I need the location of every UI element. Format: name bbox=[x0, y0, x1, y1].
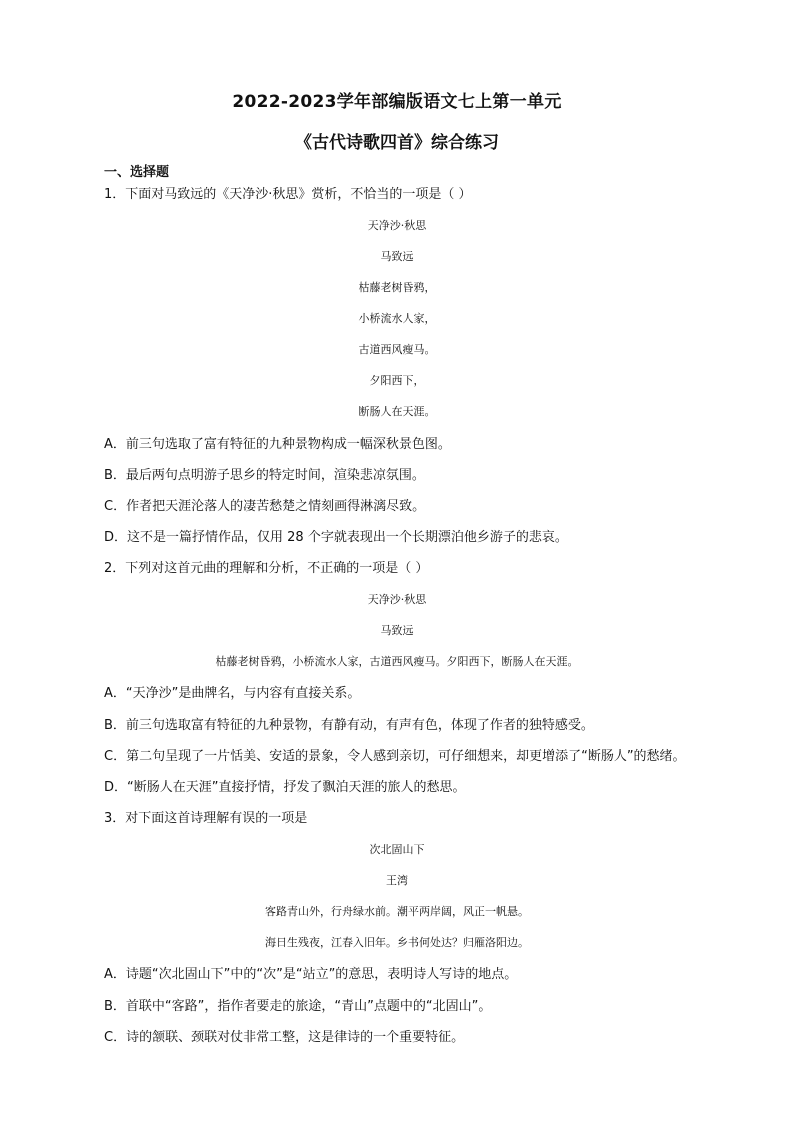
question-3-stem: 3．对下面这首诗理解有误的一项是 bbox=[104, 811, 308, 826]
question-1-stem: 1．下面对马致远的《天净沙·秋思》赏析，不恰当的一项是（ ） bbox=[104, 187, 472, 202]
q3-option-c: C．诗的颔联、颈联对仗非常工整，这是律诗的一个重要特征。 bbox=[104, 1030, 465, 1045]
document-subtitle: 《古代诗歌四首》综合练习 bbox=[295, 133, 499, 153]
q1-option-a: A．前三句选取了富有特征的九种景物构成一幅深秋景色图。 bbox=[104, 437, 451, 452]
q3-option-a: A．诗题“次北固山下”中的“次”是“站立”的意思，表明诗人写诗的地点。 bbox=[104, 967, 518, 982]
q1-poem-line: 小桥流水人家， bbox=[358, 312, 436, 325]
document-title: 2022-2023学年部编版语文七上第一单元 bbox=[232, 92, 562, 112]
q1-poem-author: 马致远 bbox=[380, 250, 414, 263]
q3-poem-author: 王湾 bbox=[386, 874, 408, 887]
q1-poem-line: 古道西风瘦马。 bbox=[358, 343, 436, 356]
q2-option-d: D．“断肠人在天涯”直接抒情，抒发了飘泊天涯的旅人的愁思。 bbox=[104, 780, 466, 795]
q1-option-b: B．最后两句点明游子思乡的特定时间，渲染悲凉氛围。 bbox=[104, 468, 425, 483]
q3-option-b: B．首联中“客路”，指作者要走的旅途，“青山”点题中的“北固山”。 bbox=[104, 999, 492, 1014]
q1-option-d: D．这不是一篇抒情作品，仅用 28 个字就表现出一个长期漂泊他乡游子的悲哀。 bbox=[104, 530, 568, 545]
q2-option-c: C．第二句呈现了一片恬美、安适的景象，令人感到亲切，可仔细想来，却更增添了“断肠人”的愁绪。 bbox=[104, 749, 686, 764]
q2-poem-title: 天净沙·秋思 bbox=[367, 593, 427, 606]
q2-poem-author: 马致远 bbox=[380, 624, 414, 637]
q1-poem-line: 断肠人在天涯。 bbox=[358, 405, 436, 418]
q1-poem-title: 天净沙·秋思 bbox=[367, 219, 427, 232]
q3-poem-title: 次北固山下 bbox=[369, 843, 425, 856]
section-heading: 一、选择题 bbox=[104, 165, 170, 180]
q1-poem-line: 枯藤老树昏鸦， bbox=[358, 281, 436, 294]
q3-poem-line: 客路青山外，行舟绿水前。潮平两岸阔，风正一帆悬。 bbox=[265, 905, 529, 918]
q3-poem-line: 海日生残夜，江春入旧年。乡书何处达？归雁洛阳边。 bbox=[265, 936, 529, 949]
q2-poem-text: 枯藤老树昏鸦，小桥流水人家，古道西风瘦马。夕阳西下，断肠人在天涯。 bbox=[215, 655, 579, 668]
q1-option-c: C．作者把天涯沦落人的凄苦愁楚之情刻画得淋漓尽致。 bbox=[104, 499, 426, 514]
question-2-stem: 2．下列对这首元曲的理解和分析，不正确的一项是（ ） bbox=[104, 561, 429, 576]
q1-poem-line: 夕阳西下， bbox=[369, 374, 425, 387]
q2-option-a: A．“天净沙”是曲牌名，与内容有直接关系。 bbox=[104, 686, 361, 701]
q2-option-b: B．前三句选取富有特征的九种景物，有静有动，有声有色，体现了作者的独特感受。 bbox=[104, 718, 594, 733]
